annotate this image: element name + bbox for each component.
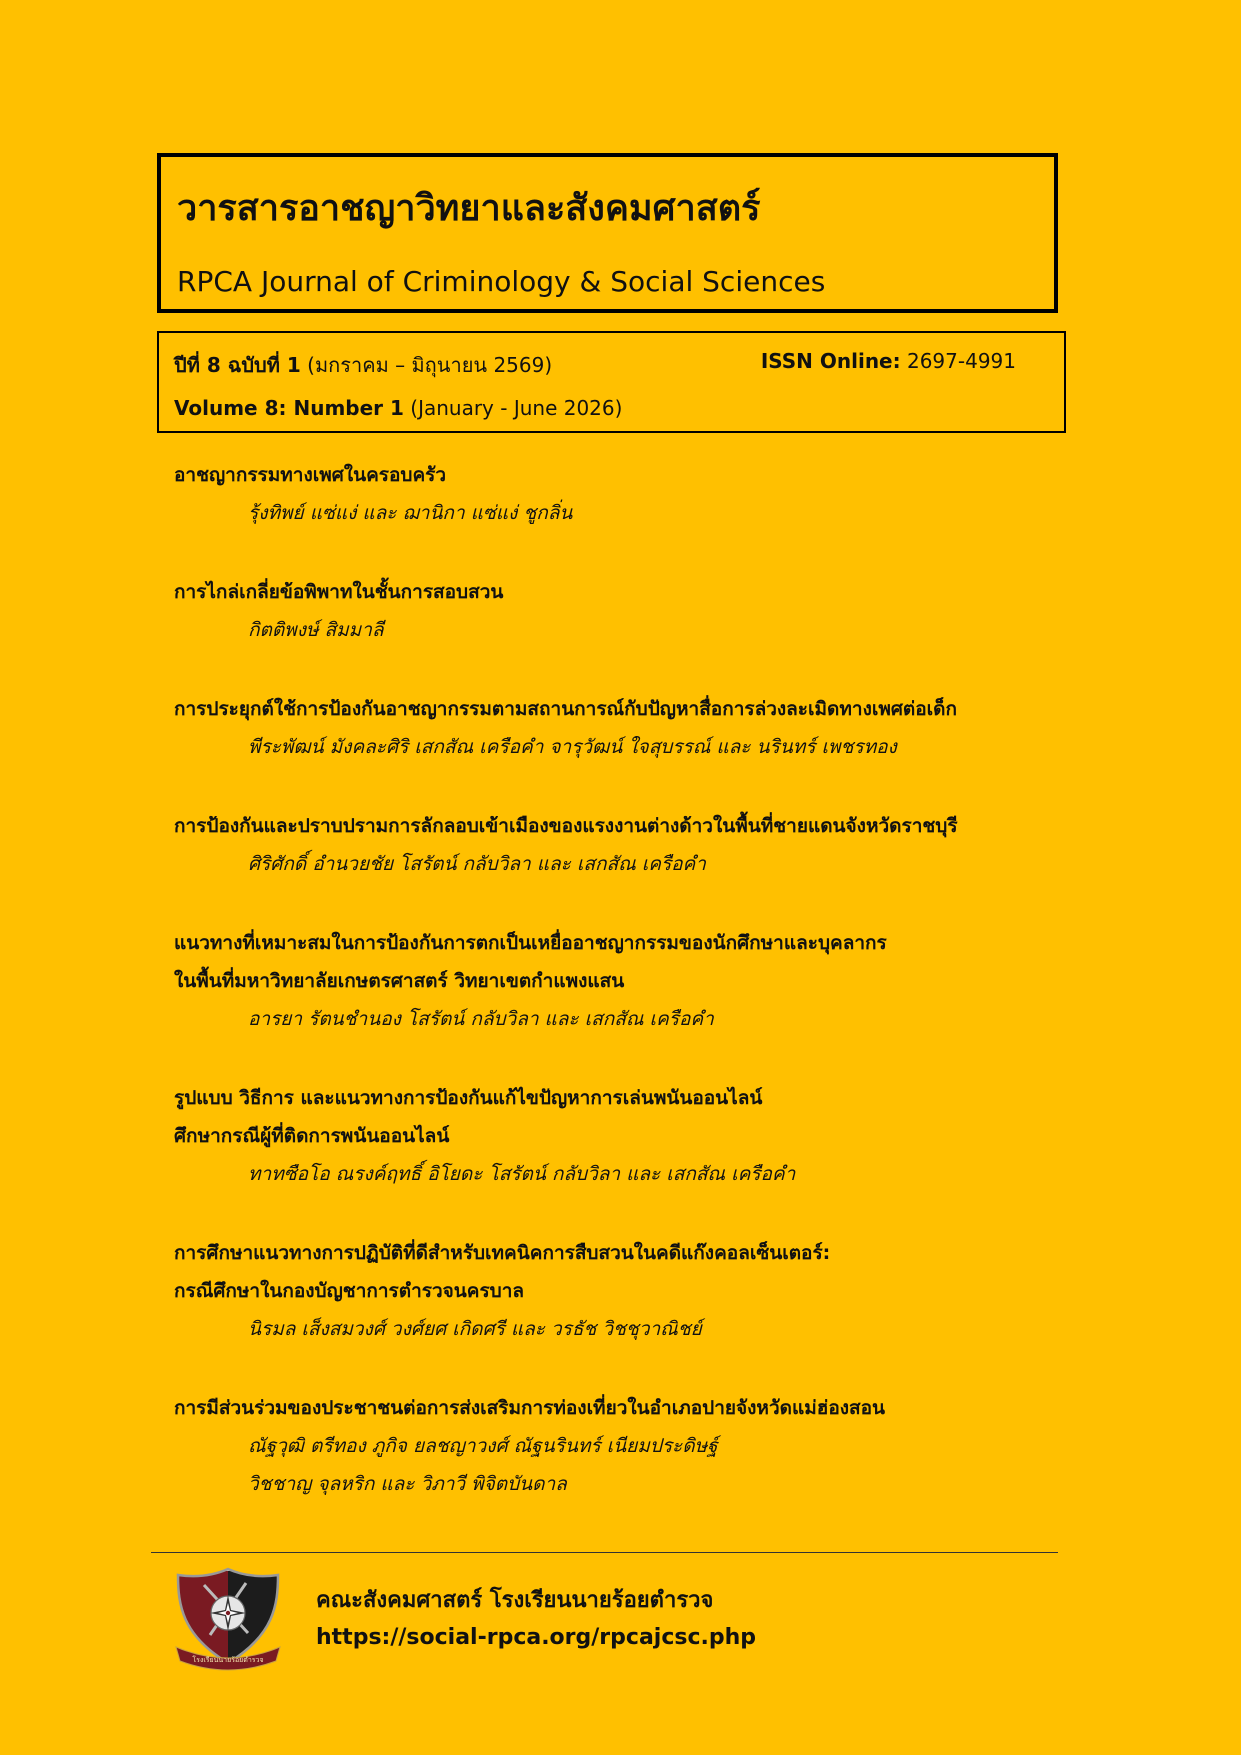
issue-date-range-thai: (มกราคม – มิถุนายน 2569) [307, 353, 553, 377]
article-title: การป้องกันและปราบปรามการลักลอบเข้าเมืองของแรงงานต่างด้าวในพื้นที่ชายแดนจังหวัดราชบุรี [174, 815, 958, 837]
issue-line-english [174, 396, 622, 420]
article-title: ศึกษากรณีผู้ที่ติดการพนันออนไลน์ [174, 1125, 450, 1147]
article-entry [174, 456, 1174, 532]
article-entry [174, 690, 1174, 766]
footer-divider [151, 1552, 1058, 1553]
footer-organization: คณะสังคมศาสตร์ โรงเรียนนายร้อยตำรวจ [316, 1588, 714, 1613]
article-authors: ทาทซือโอ ณรงค์ฤทธิ์ อิโยดะ โสรัตน์ กลับวิลา และ เสกสัณ เครือคำ [248, 1163, 796, 1185]
article-entry [174, 1389, 1174, 1503]
article-authors: รุ้งทิพย์ แซ่แง่ และ ฌานิกา แซ่แง่ ชูกลิ่น [248, 502, 573, 524]
police-academy-shield-icon [170, 1565, 286, 1673]
article-title: รูปแบบ วิธีการ และแนวทางการป้องกันแก้ไขปัญหาการเล่นพนันออนไลน์ [174, 1087, 763, 1109]
issn-value: 2697-4991 [906, 349, 1016, 373]
footer-url-link[interactable]: https://social-rpca.org/rpcajcsc.php [316, 1625, 757, 1650]
issue-info-box [157, 331, 1066, 433]
article-entry [174, 924, 1174, 1038]
article-authors: ศิริศักดิ์ อำนวยชัย โสรัตน์ กลับวิลา และ เสกสัณ เครือคำ [248, 853, 706, 875]
issn [761, 349, 1016, 373]
issn-label: ISSN Online: [760, 349, 901, 373]
article-entry [174, 807, 1174, 883]
article-entry [174, 1234, 1174, 1348]
issue-number-thai: ปีที่ 8 ฉบับที่ 1 [174, 353, 301, 377]
article-authors: อารยา รัตนชำนอง โสรัตน์ กลับวิลา และ เสกสัณ เครือคำ [248, 1008, 714, 1030]
article-authors: นิรมล เส็งสมวงศ์ วงศ์ยศ เกิดศรี และ วรธัช วิชชุวาณิชย์ [248, 1318, 702, 1340]
article-title: ในพื้นที่มหาวิทยาลัยเกษตรศาสตร์ วิทยาเขตกำแพงแสน [174, 970, 625, 992]
table-of-contents [174, 456, 1174, 1544]
issue-line-thai [174, 349, 552, 381]
article-authors: กิตติพงษ์ สิมมาลี [248, 619, 384, 641]
journal-title-box [157, 153, 1058, 313]
article-authors: พีระพัฒน์ มังคละศิริ เสกสัณ เครือคำ จารุวัฒน์ ใจสุบรรณ์ และ นรินทร์ เพชรทอง [248, 736, 897, 758]
article-title: การศึกษาแนวทางการปฏิบัติที่ดีสำหรับเทคนิคการสืบสวนในคดีแก๊งคอลเซ็นเตอร์: [174, 1242, 831, 1264]
logo-ribbon-text: โรงเรียนนายร้อยตำรวจ [192, 1656, 264, 1664]
article-authors: วิชชาญ จุลหริก และ วิภาวี พิจิตบันดาล [248, 1473, 567, 1495]
article-title: การไกล่เกลี่ยข้อพิพาทในชั้นการสอบสวน [174, 581, 504, 603]
article-title: การประยุกต์ใช้การป้องกันอาชญากรรมตามสถานการณ์กับปัญหาสื่อการล่วงละเมิดทางเพศต่อเด็ก [174, 698, 958, 720]
article-title: การมีส่วนร่วมของประชาชนต่อการส่งเสริมการท่องเที่ยวในอำเภอปายจังหวัดแม่ฮ่องสอน [174, 1397, 886, 1419]
article-title: อาชญากรรมทางเพศในครอบครัว [174, 464, 447, 486]
journal-title-english: RPCA Journal of Criminology & Social Sciences [177, 265, 826, 298]
article-title: แนวทางที่เหมาะสมในการป้องกันการตกเป็นเหยื่ออาชญากรรมของนักศึกษาและบุคลากร [174, 932, 887, 954]
issue-number-english: Volume 8: Number 1 [174, 396, 404, 420]
article-title: กรณีศึกษาในกองบัญชาการตำรวจนครบาล [174, 1280, 525, 1302]
issue-date-range-english: (January - June 2026) [410, 396, 623, 420]
article-entry [174, 573, 1174, 649]
article-entry [174, 1079, 1174, 1193]
article-authors: ณัฐวุฒิ ตรีทอง ภูกิจ ยลชญาวงศ์ ณัฐนรินทร์ เนียมประดิษฐ์ [248, 1435, 718, 1457]
journal-title-thai: วารสารอาชญาวิทยาและสังคมศาสตร์ [177, 188, 761, 229]
